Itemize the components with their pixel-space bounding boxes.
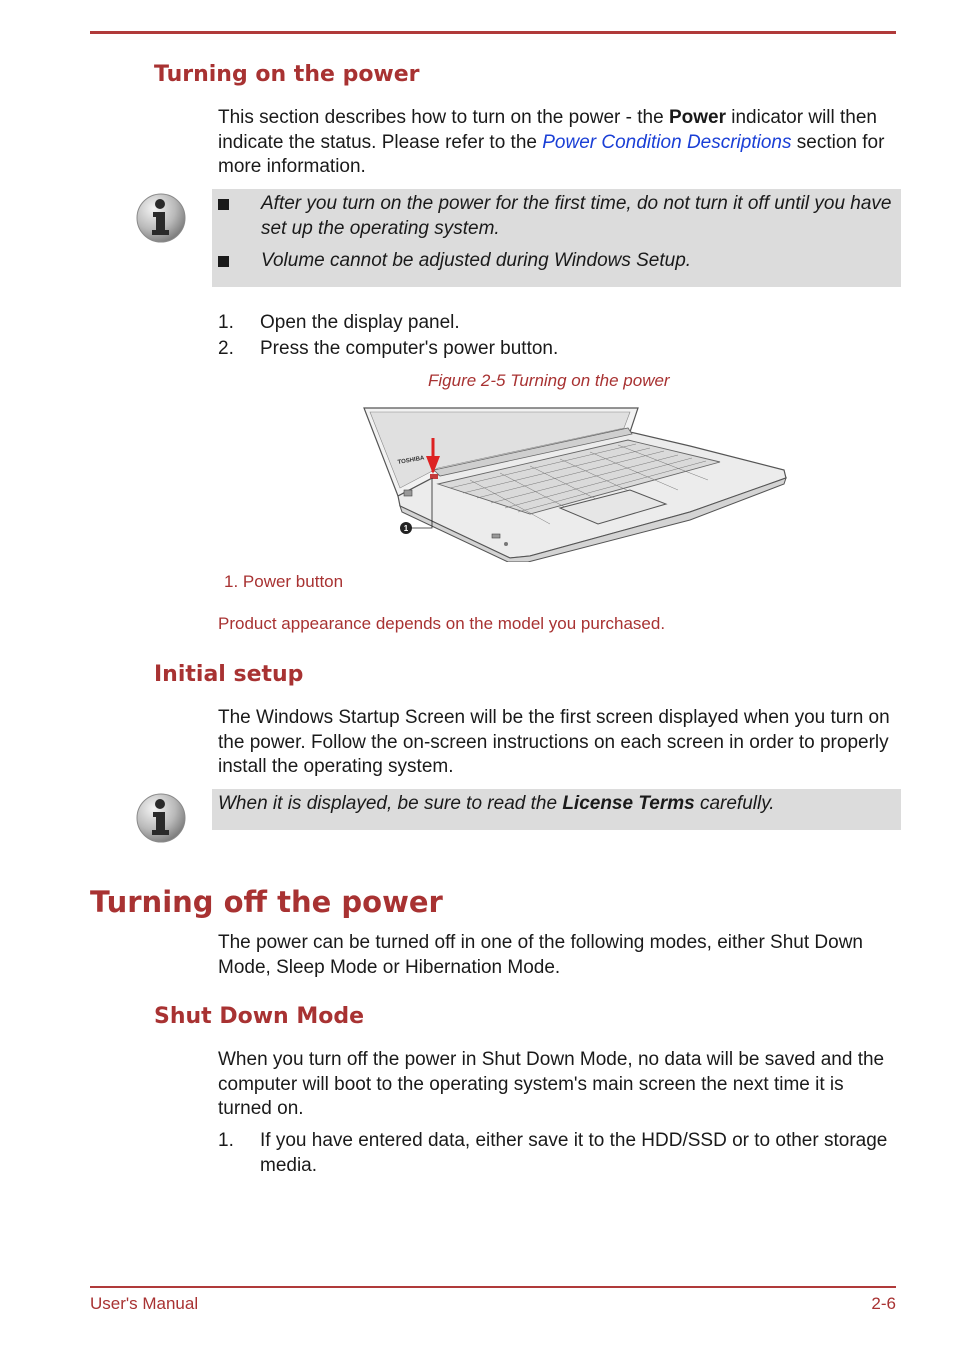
square-bullet-icon [218,256,229,267]
info-icon [134,791,188,845]
bottom-rule [90,1286,896,1288]
intro-paragraph [218,106,898,180]
info-icon [134,191,188,245]
note-text: After you turn on the power for the first time, do not turn it off until you have set up the operating system. [261,193,892,239]
note-box-first-power-on [212,189,901,287]
power-condition-link[interactable]: Power Condition Descriptions [542,131,792,153]
callout-number: 1 [403,524,409,533]
figure-caption: Figure 2-5 Turning on the power [428,371,670,390]
intro-text-3: section for more information. [218,131,885,178]
initial-setup-paragraph: The Windows Startup Screen will be the first screen displayed when you turn on the power. Follow the on-screen instructions on each screen in order to properly install the operating system. [218,707,890,778]
section-heading-turning-on: Turning on the power [154,62,420,87]
step-text: Press the computer's power button. [260,338,559,359]
note-text: Volume cannot be adjusted during Windows Setup. [261,250,692,271]
note-text-2: carefully. [694,793,775,814]
intro-bold-power: Power [668,107,726,128]
chapter-heading-turning-off: Turning off the power [90,885,443,919]
note-text-1: When it is displayed, be sure to read the [218,793,563,814]
section-heading-initial-setup: Initial setup [154,662,304,687]
square-bullet-icon [218,199,229,210]
power-button-marker [430,474,438,479]
intro-text-1: This section describes how to turn on the power - the [218,107,669,128]
brand-label: TOSHIBA [397,455,425,466]
turning-off-paragraph: The power can be turned off in one of the following modes, either Shut Down Mode, Sleep Mode or Hibernation Mode. [218,932,863,978]
section-heading-shut-down: Shut Down Mode [154,1004,365,1029]
note-text [218,792,893,817]
laptop-figure [360,404,792,562]
appearance-note: Product appearance depends on the model you purchased. [218,614,666,633]
figure-legend: 1. Power button [224,572,344,591]
license-terms-bold: License Terms [562,793,695,814]
step-number: 1. [218,312,234,333]
step-number: 2. [218,338,234,359]
step-number: 1. [218,1130,234,1151]
shut-down-paragraph: When you turn off the power in Shut Down Mode, no data will be saved and the computer will boot to the operating system's main screen the next time it is turned on. [218,1049,885,1120]
footer-title: User's Manual [90,1294,199,1313]
step-text: Open the display panel. [260,312,460,333]
intro-text-2: indicator will then indicate the status. Please refer to the [218,107,878,153]
page-number: 2-6 [871,1294,896,1313]
top-rule [90,31,896,34]
step-text: If you have entered data, either save it to the HDD/SSD or to other storage media. [260,1130,888,1176]
note-box-license-terms [212,789,901,830]
